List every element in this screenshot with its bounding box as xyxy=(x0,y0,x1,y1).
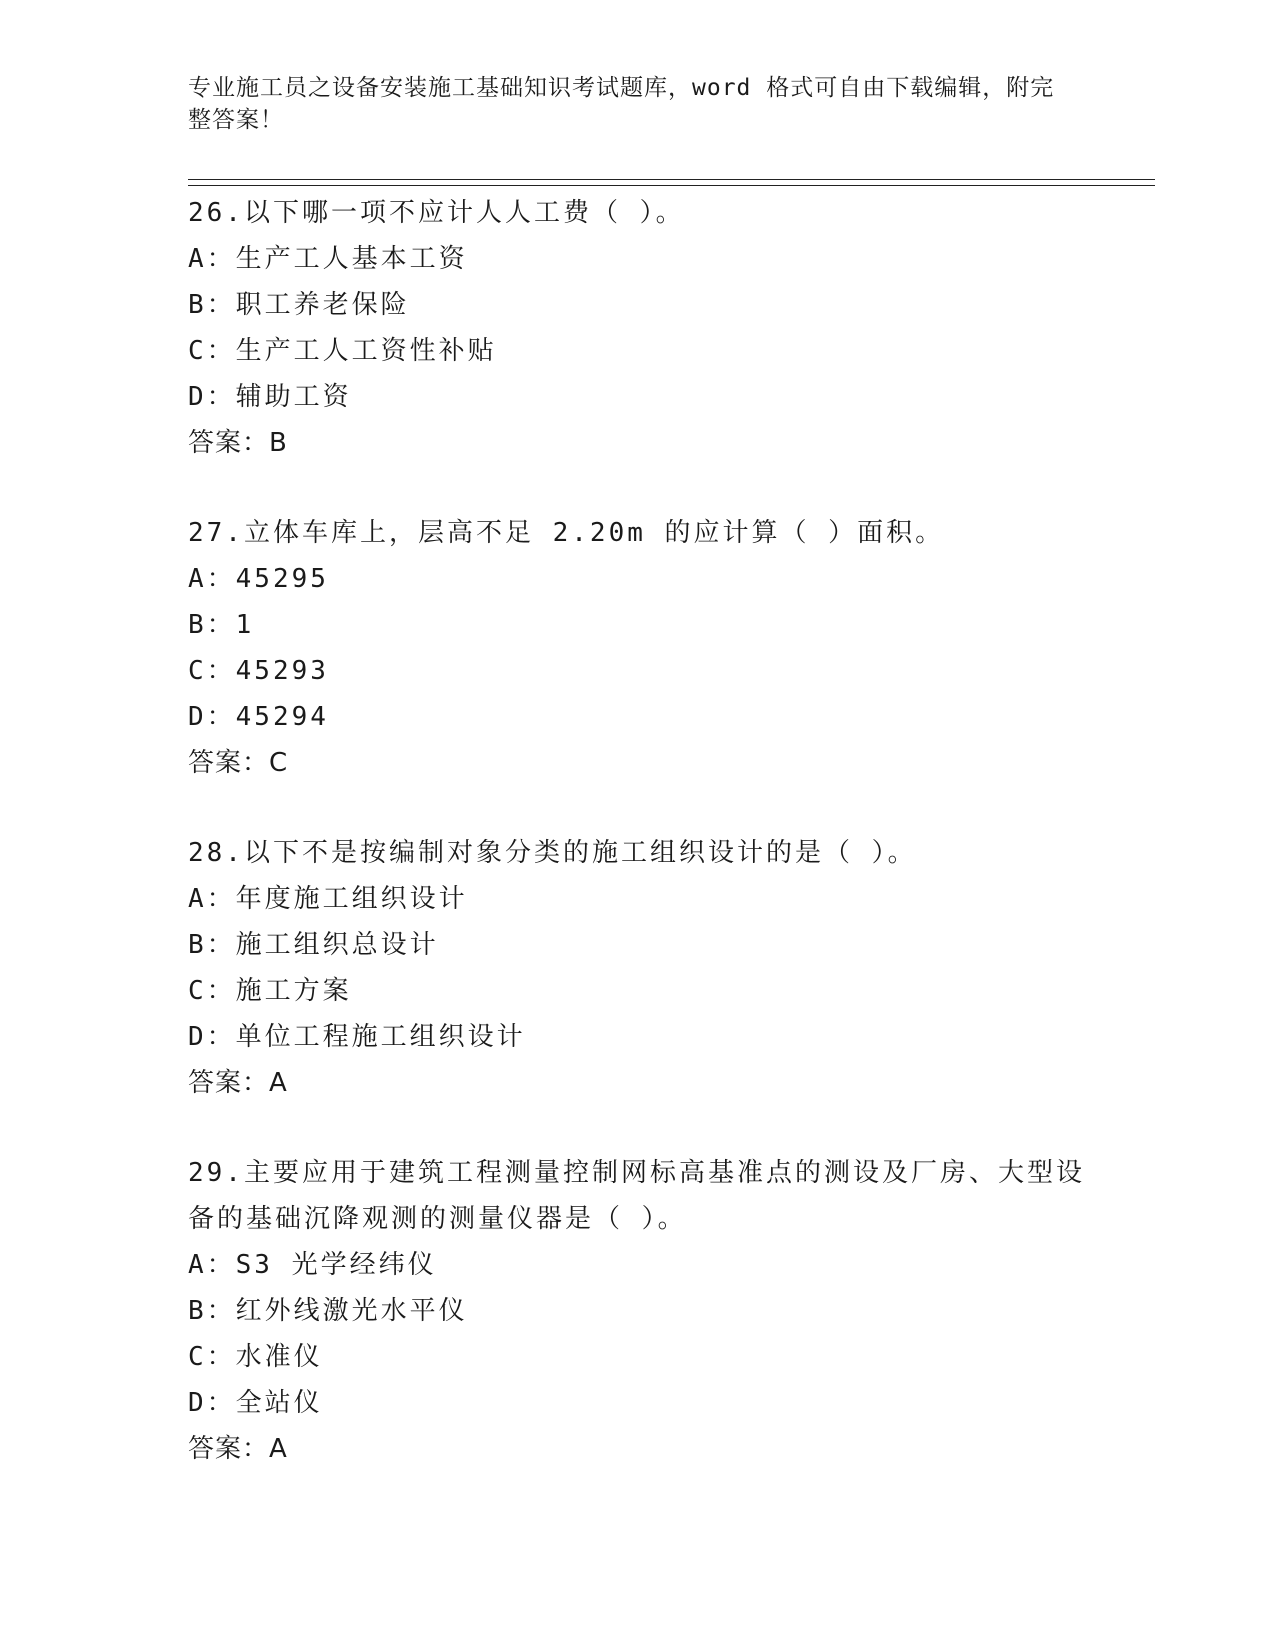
option-d: D：45294 xyxy=(188,702,329,732)
option-d: D：单位工程施工组织设计 xyxy=(188,1022,526,1052)
question-stem-line-1: 29.主要应用于建筑工程测量控制网标高基准点的测设及厂房、大型设 xyxy=(188,1158,1085,1188)
option-a: A：年度施工组织设计 xyxy=(188,884,468,914)
option-d: D：辅助工资 xyxy=(188,382,352,412)
document-header: 专业施工员之设备安装施工基础知识考试题库，word 格式可自由下载编辑，附完整答案！ xyxy=(188,75,1055,133)
answer: 答案：A xyxy=(188,1068,288,1098)
question-stem: 26.以下哪一项不应计人人工费（ ）。 xyxy=(188,198,685,228)
option-b: B：1 xyxy=(188,610,255,640)
question-stem: 28.以下不是按编制对象分类的施工组织设计的是（ ）。 xyxy=(188,838,917,868)
option-a: A：生产工人基本工资 xyxy=(188,244,468,274)
question-stem: 27.立体车库上，层高不足 2.20m 的应计算（ ）面积。 xyxy=(188,518,945,548)
option-a: A：45295 xyxy=(188,564,329,594)
header-divider-top xyxy=(188,179,1155,180)
option-d: D：全站仪 xyxy=(188,1388,323,1418)
option-b: B：施工组织总设计 xyxy=(188,930,439,960)
option-a: A：S3 光学经纬仪 xyxy=(188,1250,437,1280)
question-29 xyxy=(188,1150,1088,1472)
question-28 xyxy=(188,830,1088,1106)
option-b: B：职工养老保险 xyxy=(188,290,410,320)
answer: 答案：B xyxy=(188,428,288,458)
answer: 答案：C xyxy=(188,748,289,778)
option-b: B：红外线激光水平仪 xyxy=(188,1296,468,1326)
option-c: C：施工方案 xyxy=(188,976,352,1006)
question-27 xyxy=(188,510,1088,786)
question-stem-line-2: 备的基础沉降观测的测量仪器是（ ）。 xyxy=(188,1204,687,1234)
question-26 xyxy=(188,190,1088,466)
option-c: C：水准仪 xyxy=(188,1342,323,1372)
option-c: C：生产工人工资性补贴 xyxy=(188,336,497,366)
header-divider-bottom xyxy=(188,185,1155,186)
answer: 答案：A xyxy=(188,1434,288,1464)
option-c: C：45293 xyxy=(188,656,329,686)
